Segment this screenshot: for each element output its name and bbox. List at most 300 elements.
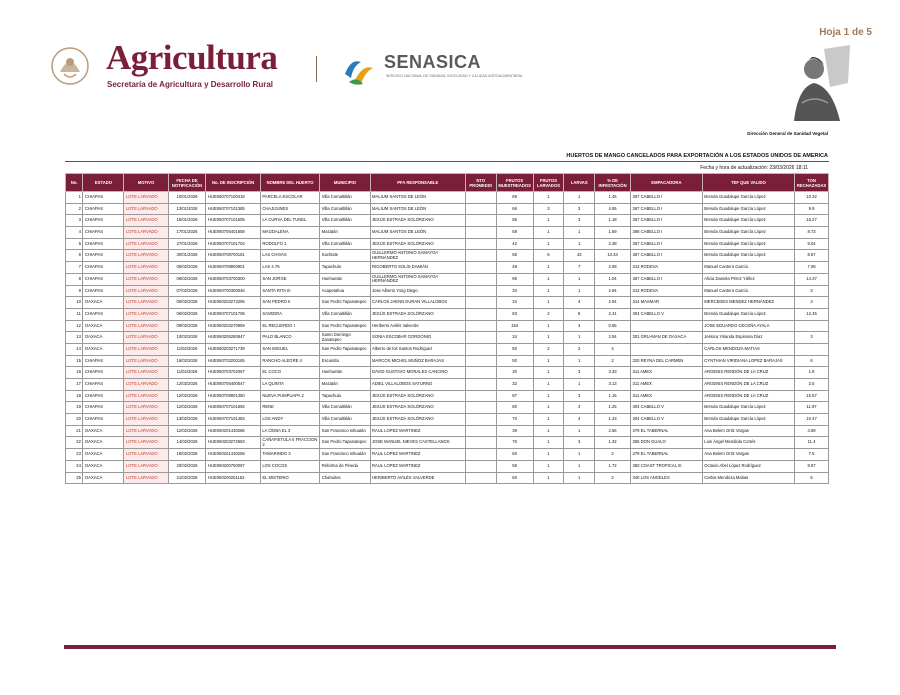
table-cell: 1 — [564, 425, 595, 437]
table-row — [66, 332, 829, 344]
table-cell: 350 COAST TROPICAL III — [631, 460, 703, 472]
table-cell: CHIAPAS — [83, 227, 124, 239]
table-cell — [631, 343, 703, 355]
table-cell: LOTE LARVADO — [124, 320, 168, 332]
table-cell: 1 — [564, 379, 595, 391]
column-header: NOMBRE DEL HUERTO — [260, 174, 319, 192]
table-cell: 312 RODEVA — [631, 285, 703, 297]
table-row — [66, 285, 829, 297]
table-cell: 7 — [66, 262, 83, 274]
table-cell: HUE060705401658 — [206, 227, 260, 239]
table-cell: 367 CABELLO I — [631, 192, 703, 204]
table-cell: 11 — [66, 308, 83, 320]
table-cell: Reforma de Pineda — [320, 460, 370, 472]
table-cell: Brenda Guadalupe García López — [702, 402, 794, 414]
table-cell: 2.94 — [595, 297, 631, 309]
table-cell: San Francisco Ixhuatán — [320, 425, 370, 437]
table-cell: JOSE EDUARDO CECEÑA AYALA — [702, 320, 794, 332]
table-cell: 21/02/2026 — [168, 472, 206, 484]
column-header: TON RECHAZADAS — [795, 174, 829, 192]
table-cell: 2 — [595, 472, 631, 484]
table-cell: RAUL LOPEZ MARTINEZ — [370, 449, 465, 461]
table-cell: 1.45 — [595, 192, 631, 204]
table-cell — [465, 402, 496, 414]
table-cell: 3 — [795, 332, 829, 344]
table-cell: 50 — [496, 355, 533, 367]
column-header: FRUTOS MUESTREADOS — [496, 174, 533, 192]
table-cell: NUEVA PUMPUAPA 2 — [260, 390, 319, 402]
table-cell: CHIAPAS — [83, 238, 124, 250]
table-cell: 1 — [533, 425, 564, 437]
table-cell: 43 — [564, 250, 595, 262]
table-cell — [465, 308, 496, 320]
table-cell: JOSE MANUEL NIEVES CASTELLANOS — [370, 437, 465, 449]
table-cell: 1 — [533, 379, 564, 391]
table-cell: CHIAPAS — [83, 250, 124, 262]
table-cell: 8.67 — [795, 250, 829, 262]
table-cell: 4 — [66, 227, 83, 239]
table-cell: 1.8 — [795, 367, 829, 379]
table-cell: 2.5 — [795, 379, 829, 391]
table-cell: 314 MASMAR — [631, 297, 703, 309]
table-cell: 154 — [496, 320, 533, 332]
table-cell: 13/01/2026 — [168, 203, 206, 215]
heroine-portrait-icon — [784, 43, 854, 121]
table-cell: CHIAPAS — [83, 192, 124, 204]
table-cell: Heriberto Avilés Valverde — [370, 320, 465, 332]
table-cell: Villa Comaltitlán — [320, 402, 370, 414]
table-cell: 3 — [795, 297, 829, 309]
column-header: No. DE INSCRIPCIÓN — [206, 174, 260, 192]
table-cell: 23 — [66, 449, 83, 461]
update-timestamp: Fecha y hora de actualización: 23/03/2026 18:11 — [700, 165, 808, 171]
table-cell: 30 — [496, 367, 533, 379]
table-cell: MALIUM SANTOS DE LEÓN — [370, 192, 465, 204]
table-cell: 2.94 — [595, 332, 631, 344]
table-cell: 12/02/2026 — [168, 402, 206, 414]
table-cell: HUE060203271739 — [206, 343, 260, 355]
table-cell: 27/01/2026 — [168, 238, 206, 250]
table-cell: 13 — [66, 332, 83, 344]
table-cell: ARGENIS RENDÓN DE LA CRUZ — [702, 379, 794, 391]
table-cell: HUE060707100418 — [206, 192, 260, 204]
table-cell: 96 — [496, 273, 533, 285]
table-cell: OAXACA — [83, 449, 124, 461]
table-cell: Brenda Guadalupe García López — [702, 215, 794, 227]
table-cell — [465, 250, 496, 262]
table-cell: JESÚS ESTRADA SOLÓRZANO — [370, 238, 465, 250]
table-cell: HUE060700300046 — [206, 285, 260, 297]
table-cell: HUE060707101385 — [206, 203, 260, 215]
table-cell: 8.73 — [795, 227, 829, 239]
table-cell: 1.18 — [595, 215, 631, 227]
table-cell: HUE060205250847 — [206, 332, 260, 344]
table-cell: 3 — [564, 203, 595, 215]
table-cell: Luis Ángel Mendiola Cortés — [702, 437, 794, 449]
table-cell: HUE060707101505 — [206, 215, 260, 227]
table-cell: 66 — [496, 203, 533, 215]
table-cell: 12.45 — [795, 308, 829, 320]
table-cell: Alicia Daniela Pérez Yáñez — [702, 273, 794, 285]
table-cell: MALIUM SANTOS DE LEÓN — [370, 227, 465, 239]
table-cell — [465, 355, 496, 367]
table-cell: 4.55 — [595, 203, 631, 215]
table-cell: San Francisco Ixhuatán — [320, 449, 370, 461]
table-cell: Brenda Guadalupe García López — [702, 308, 794, 320]
table-cell: OAXACA — [83, 332, 124, 344]
table-cell: LOTE LARVADO — [124, 460, 168, 472]
table-cell: 1 — [564, 192, 595, 204]
table-row — [66, 414, 829, 426]
table-cell: 3.13 — [595, 379, 631, 391]
table-cell: 1 — [564, 238, 595, 250]
table-cell — [465, 367, 496, 379]
table-cell: 17 — [66, 379, 83, 391]
table-cell: 1 — [533, 192, 564, 204]
table-cell: 15 — [66, 355, 83, 367]
table-cell: Tapachula — [320, 390, 370, 402]
table-cell: RAUL LOPEZ MARTINEZ — [370, 425, 465, 437]
table-cell: 3 — [564, 367, 595, 379]
table-cell: 2.41 — [595, 308, 631, 320]
table-cell: 59 — [496, 227, 533, 239]
table-cell: LOTE LARVADO — [124, 437, 168, 449]
table-cell: EL RECUERDO I — [260, 320, 319, 332]
table-cell: HERIBERTO AVILÉS VALVERDE — [370, 472, 465, 484]
table-cell: Escuintla — [320, 355, 370, 367]
table-cell: HUE060708900901 — [206, 262, 260, 274]
table-cell — [465, 273, 496, 285]
table-cell: CHIAPAS — [83, 379, 124, 391]
table-cell: 4 — [564, 297, 595, 309]
table-cell — [465, 215, 496, 227]
table-cell: CHIAPAS — [83, 402, 124, 414]
table-cell: 0.65 — [595, 320, 631, 332]
table-cell — [465, 449, 496, 461]
table-cell: RIGOBERTO SOLÍS DAMIÁN — [370, 262, 465, 274]
page-indicator: Hoja 1 de 5 — [819, 27, 872, 38]
table-cell: HUE060203272295 — [206, 297, 260, 309]
table-cell: 11/02/2026 — [168, 343, 206, 355]
table-cell: LOTE LARVADO — [124, 367, 168, 379]
table-cell: Brenda Guadalupe García López — [702, 203, 794, 215]
table-cell: CHIAPAS — [83, 367, 124, 379]
table-cell: MALIUM SANTOS DE LEÓN — [370, 203, 465, 215]
table-cell: 15/01/2026 — [168, 215, 206, 227]
table-cell: 13/02/2026 — [168, 414, 206, 426]
table-cell: 9 — [66, 285, 83, 297]
table-cell: 76 — [496, 437, 533, 449]
table-cell: 5 — [66, 238, 83, 250]
table-cell: Villa Comaltitlán — [320, 238, 370, 250]
table-cell: San Pedro Tapanatepec — [320, 437, 370, 449]
table-cell: HUE060703702067 — [206, 367, 260, 379]
table-cell: 50 — [496, 343, 533, 355]
table-cell: 87 — [496, 390, 533, 402]
table-cell: Suchiate — [320, 250, 370, 262]
table-cell: LOTE LARVADO — [124, 472, 168, 484]
table-cell: 8.67 — [795, 460, 829, 472]
table-cell: LOTE LARVADO — [124, 285, 168, 297]
table-cell: HUE060200750097 — [206, 460, 260, 472]
table-cell: 1 — [533, 472, 564, 484]
table-cell: 3 — [66, 215, 83, 227]
table-cell: OAXACA — [83, 297, 124, 309]
table-cell: JESÚS ESTRADA SOLÓRZANO — [370, 414, 465, 426]
table-cell: 1 — [533, 285, 564, 297]
table-cell: 06/02/2026 — [168, 273, 206, 285]
table-cell: 367 CABELLO I — [631, 273, 703, 285]
table-cell — [631, 320, 703, 332]
table-cell: Villa Comaltitlán — [320, 192, 370, 204]
table-cell: 3 — [564, 402, 595, 414]
table-cell: LOS COCOS — [260, 460, 319, 472]
table-cell: 07/02/2026 — [168, 285, 206, 297]
table-cell: 311 AMEX — [631, 390, 703, 402]
table-cell: LOTE LARVADO — [124, 250, 168, 262]
title-underline — [65, 161, 829, 162]
table-cell: 14.37 — [795, 273, 829, 285]
table-cell: LOTE LARVADO — [124, 308, 168, 320]
table-cell: Jose Alberto Yong Diego — [370, 285, 465, 297]
national-emblem-icon — [48, 44, 92, 90]
table-cell: 2 — [533, 343, 564, 355]
table-cell: HUE060201430286 — [206, 425, 260, 437]
table-cell: LOTE LARVADO — [124, 203, 168, 215]
table-cell — [465, 343, 496, 355]
table-cell: 17/01/2026 — [168, 227, 206, 239]
table-cell: OAXACA — [83, 343, 124, 355]
table-cell: HUE060707101692 — [206, 402, 260, 414]
table-cell: 24 — [66, 460, 83, 472]
table-cell: 34 — [496, 297, 533, 309]
table-cell: LOTE LARVADO — [124, 449, 168, 461]
table-cell: 25 — [66, 472, 83, 484]
header-logos — [48, 38, 528, 104]
table-cell: 8 — [66, 273, 83, 285]
table-row — [66, 425, 829, 437]
table-cell: 1 — [564, 355, 595, 367]
column-header: EMPACADORA — [631, 174, 703, 192]
table-cell: 6 — [66, 250, 83, 262]
table-cell: 312 RODEVA — [631, 262, 703, 274]
table-row — [66, 402, 829, 414]
agriculture-subtitle: Secretaría de Agricultura y Desarrollo Rural — [107, 80, 273, 89]
table-cell: LOTE LARVADO — [124, 262, 168, 274]
table-cell: 1.72 — [595, 460, 631, 472]
table-cell: CHIAPAS — [83, 390, 124, 402]
table-cell: HUE060203270959 — [206, 320, 260, 332]
table-cell: 50 — [496, 472, 533, 484]
table-cell: HUE060707101483 — [206, 414, 260, 426]
table-cell: 18 — [66, 390, 83, 402]
table-cell: CHAJIJUNES — [260, 203, 319, 215]
table-cell: 6 — [533, 250, 564, 262]
table-cell: 19 — [66, 402, 83, 414]
table-cell: 2.94 — [595, 285, 631, 297]
table-cell: 367 CABELLO I — [631, 203, 703, 215]
table-cell: GUILLERMO ANTONIO SAMAYOA HERNÁNDEZ — [370, 273, 465, 285]
table-cell: RANCHO ALEGRE 4 — [260, 355, 319, 367]
table-cell: Chahuites — [320, 472, 370, 484]
column-header: ESTADO — [83, 174, 124, 192]
table-cell: JESÚS ESTRADA SOLÓRZANO — [370, 308, 465, 320]
table-cell: HUE060708901350 — [206, 390, 260, 402]
table-cell: 10.47 — [795, 414, 829, 426]
table-cell: San Pedro Tapanatepec — [320, 297, 370, 309]
table-cell: LOTE LARVADO — [124, 192, 168, 204]
table-cell: 10.32 — [795, 192, 829, 204]
table-cell — [465, 320, 496, 332]
table-cell: 69 — [496, 192, 533, 204]
table-cell: MAGDALENA — [260, 227, 319, 239]
column-header: LARVAS — [564, 174, 595, 192]
table-cell: Mazatán — [320, 379, 370, 391]
table-cell: 18/02/2026 — [168, 449, 206, 461]
table-cell: 83 — [496, 308, 533, 320]
table-cell: LOTE LARVADO — [124, 297, 168, 309]
table-cell: LOTE LARVADO — [124, 273, 168, 285]
table-cell: Mazatán — [320, 227, 370, 239]
table-row — [66, 449, 829, 461]
table-cell: 1 — [564, 227, 595, 239]
table-cell: 1.32 — [595, 437, 631, 449]
table-row — [66, 227, 829, 239]
table-cell: 1.04 — [595, 273, 631, 285]
table-cell: CHIAPAS — [83, 414, 124, 426]
table-cell: LOTE LARVADO — [124, 390, 168, 402]
table-cell: Manuel Cantero García — [702, 262, 794, 274]
table-cell: 2 — [595, 355, 631, 367]
table-cell: 12/02/2026 — [168, 390, 206, 402]
table-cell: RENE — [260, 402, 319, 414]
table-cell: 80 — [496, 402, 533, 414]
table-row — [66, 215, 829, 227]
table-cell: Manuel Cantero García — [702, 285, 794, 297]
table-cell: OAXACA — [83, 472, 124, 484]
table-cell — [795, 343, 829, 355]
table-cell: 4 — [564, 414, 595, 426]
table-cell: 21 — [66, 425, 83, 437]
table-cell — [465, 203, 496, 215]
column-header: No. — [66, 174, 83, 192]
table-row — [66, 192, 829, 204]
table-cell — [465, 425, 496, 437]
table-row — [66, 390, 829, 402]
table-cell: ADIEL VILLALOBOS SATURNO — [370, 379, 465, 391]
table-cell: Brenda Guadalupe García López — [702, 192, 794, 204]
table-row — [66, 437, 829, 449]
table-row — [66, 203, 829, 215]
table-row — [66, 343, 829, 355]
table-cell: OAXACA — [83, 320, 124, 332]
logo-divider — [316, 56, 317, 82]
table-cell: 1 — [564, 460, 595, 472]
table-cell: CYNTHIAN VIRIDIANA LOPEZ BARAJAS — [702, 355, 794, 367]
table-cell: 9.9 — [795, 203, 829, 215]
table-cell: 379 EL TABERNAL — [631, 425, 703, 437]
table-cell: 58 — [496, 460, 533, 472]
table-cell: 1 — [564, 449, 595, 461]
table-cell: SONIA ESCOBAR GORGONIO — [370, 332, 465, 344]
table-cell: Villa Comaltitlán — [320, 215, 370, 227]
table-cell: 1.15 — [595, 390, 631, 402]
table-cell: Alberto de los Santos Rodríguez — [370, 343, 465, 355]
table-cell: Brenda Guadalupe García López — [702, 250, 794, 262]
table-cell: 06/02/2026 — [168, 308, 206, 320]
table-cell — [465, 379, 496, 391]
table-cell: 1 — [533, 367, 564, 379]
senasica-wordmark: SENASICA — [384, 52, 482, 72]
table-cell: LAS 4.75 — [260, 262, 319, 274]
table-cell: Huehuetán — [320, 273, 370, 285]
table-cell: Jessica Yolanda Espinosa Díaz — [702, 332, 794, 344]
footer-rule — [64, 645, 836, 649]
table-cell — [465, 414, 496, 426]
table-cell: 3 — [564, 437, 595, 449]
table-cell: JESÚS ESTRADA SOLÓRZANO — [370, 215, 465, 227]
table-cell: 20 — [66, 414, 83, 426]
table-cell: CHIAPAS — [83, 308, 124, 320]
table-cell: 50 — [496, 449, 533, 461]
table-cell: RAUL LOPEZ MARTINEZ — [370, 460, 465, 472]
table-cell: 1 — [533, 227, 564, 239]
table-cell: 1 — [564, 285, 595, 297]
table-cell: 09/02/2026 — [168, 320, 206, 332]
table-cell: TAMARINDO 3 — [260, 449, 319, 461]
table-cell: 8 — [564, 308, 595, 320]
table-cell: San Pedro Tapanatepec — [320, 343, 370, 355]
table-cell: HUE060705400547 — [206, 379, 260, 391]
department-label: Dirección General de Sanidad Vegetal — [747, 131, 828, 136]
table-cell: CHIAPAS — [83, 273, 124, 285]
table-cell: 05/02/2026 — [168, 262, 206, 274]
senasica-logo-icon — [341, 54, 375, 88]
table-cell: SANTA RITA III — [260, 285, 319, 297]
table-cell: 70 — [496, 414, 533, 426]
table-cell: 58 — [496, 250, 533, 262]
table-cell — [465, 437, 496, 449]
table-cell — [465, 297, 496, 309]
table-cell: 1 — [564, 273, 595, 285]
table-cell: CHIAPAS — [83, 215, 124, 227]
table-cell: 1 — [533, 390, 564, 402]
table-cell: 4 — [595, 343, 631, 355]
table-cell: 34 — [496, 332, 533, 344]
table-cell: 6 — [795, 472, 829, 484]
table-cell: 2 — [595, 449, 631, 461]
table-cell: 1.43 — [595, 414, 631, 426]
table-cell: 34 — [496, 285, 533, 297]
table-cell: Villa Comaltitlán — [320, 308, 370, 320]
table-cell: LOTE LARVADO — [124, 332, 168, 344]
table-cell: San Pedro Tapanatepec — [320, 320, 370, 332]
table-cell: 2 — [66, 203, 83, 215]
table-cell: LOTE LARVADO — [124, 425, 168, 437]
table-cell: HUE060703700300 — [206, 273, 260, 285]
table-cell — [465, 285, 496, 297]
column-header: MUNICIPIO — [320, 174, 370, 192]
table-cell: 4.59 — [795, 425, 829, 437]
table-cell: PALO BLANCO — [260, 332, 319, 344]
table-cell: 1 — [533, 297, 564, 309]
table-cell: 1 — [533, 437, 564, 449]
table-cell: RODOLFO 1 — [260, 238, 319, 250]
table-cell: LA CURVA DEL TUNEL — [260, 215, 319, 227]
column-header: PFA RESPONSABLE — [370, 174, 465, 192]
table-cell: 1 — [66, 192, 83, 204]
table-cell: JESÚS ESTRADA SOLÓRZANO — [370, 390, 465, 402]
